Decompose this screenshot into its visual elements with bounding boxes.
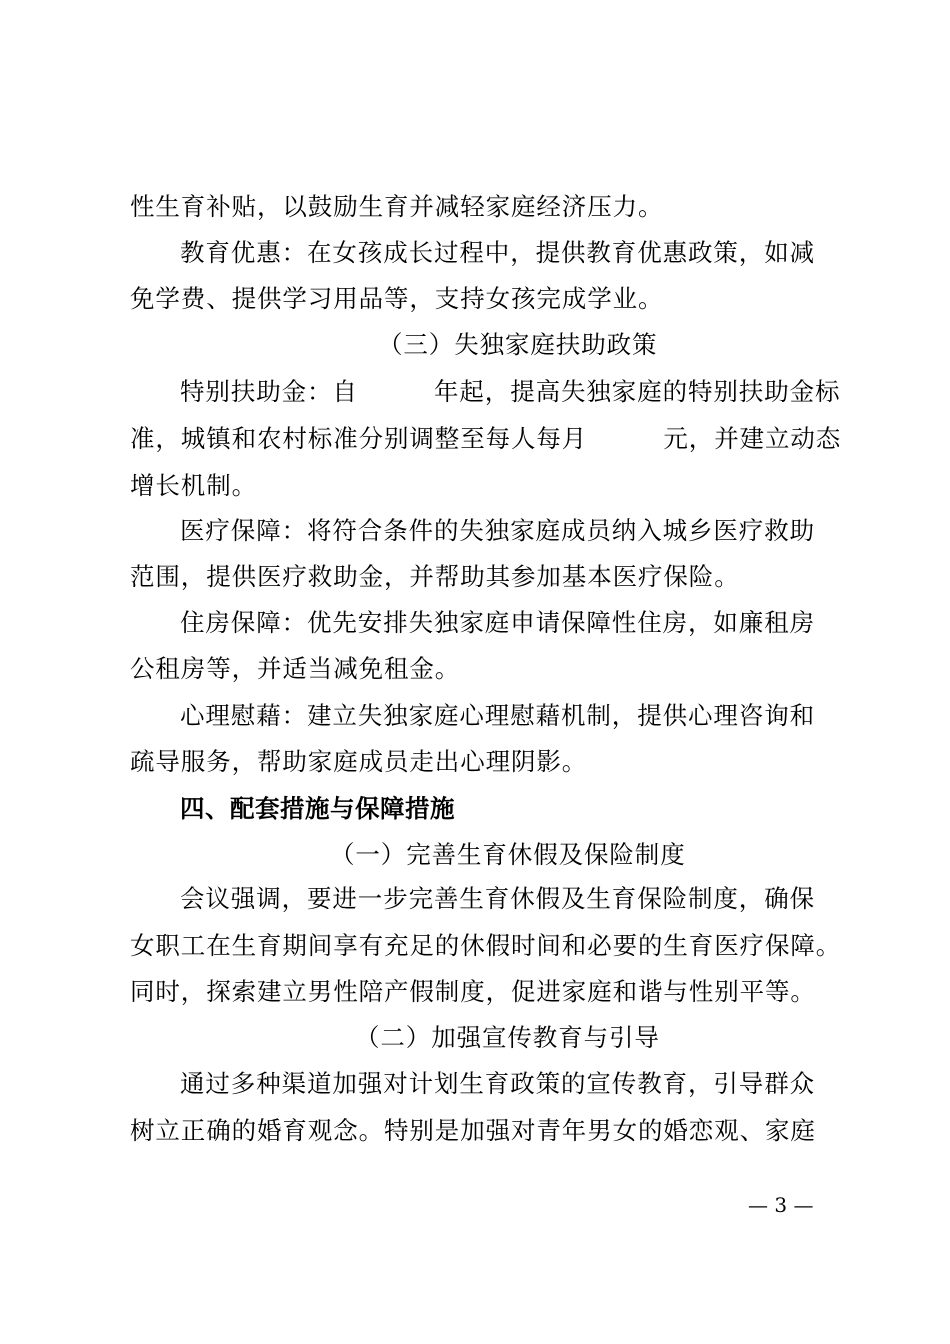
paragraph-line: 教育优惠：在女孩成长过程中，提供教育优惠政策，如减 — [180, 238, 815, 267]
paragraph-line: 范围，提供医疗救助金，并帮助其参加基本医疗保险。 — [130, 562, 740, 591]
page-number: — 3 — — [748, 1193, 814, 1217]
paragraph-line: 医疗保障：将符合条件的失独家庭成员纳入城乡医疗救助 — [180, 516, 815, 545]
paragraph-line: 疏导服务，帮助家庭成员走出心理阴影。 — [130, 747, 588, 776]
paragraph-line: 女职工在生育期间享有充足的休假时间和必要的生育医疗保障。 — [130, 931, 842, 960]
paragraph-line: 住房保障：优先安排失独家庭申请保障性住房，如廉租房 — [180, 608, 815, 637]
paragraph-line: 树立正确的婚育观念。特别是加强对青年男女的婚恋观、家庭 — [130, 1116, 816, 1145]
paragraph-line: 心理慰藉：建立失独家庭心理慰藉机制，提供心理咨询和 — [180, 701, 815, 730]
paragraph-line: 公租房等，并适当减免租金。 — [130, 654, 461, 683]
paragraph-line: 免学费、提供学习用品等，支持女孩完成学业。 — [130, 284, 664, 313]
paragraph-line: 通过多种渠道加强对计划生育政策的宣传教育，引导群众 — [180, 1069, 815, 1098]
subsection-heading: （二）加强宣传教育与引导 — [355, 1023, 660, 1052]
paragraph-line: 特别扶助金：自 年起，提高失独家庭的特别扶助金标 — [180, 377, 841, 406]
paragraph-line: 性生育补贴，以鼓励生育并减轻家庭经济压力。 — [130, 192, 664, 221]
paragraph-line: 会议强调，要进一步完善生育休假及生育保险制度，确保 — [180, 884, 815, 913]
paragraph-line: 增长机制。 — [130, 471, 257, 500]
section-heading: 四、配套措施与保障措施 — [180, 794, 455, 823]
subsection-heading: （一）完善生育休假及保险制度 — [330, 840, 686, 869]
subsection-heading: （三）失独家庭扶助政策 — [378, 330, 658, 359]
paragraph-line: 准，城镇和农村标准分别调整至每人每月 元，并建立动态 — [130, 424, 842, 453]
paragraph-line: 同时，探索建立男性陪产假制度，促进家庭和谐与性别平等。 — [130, 977, 816, 1006]
